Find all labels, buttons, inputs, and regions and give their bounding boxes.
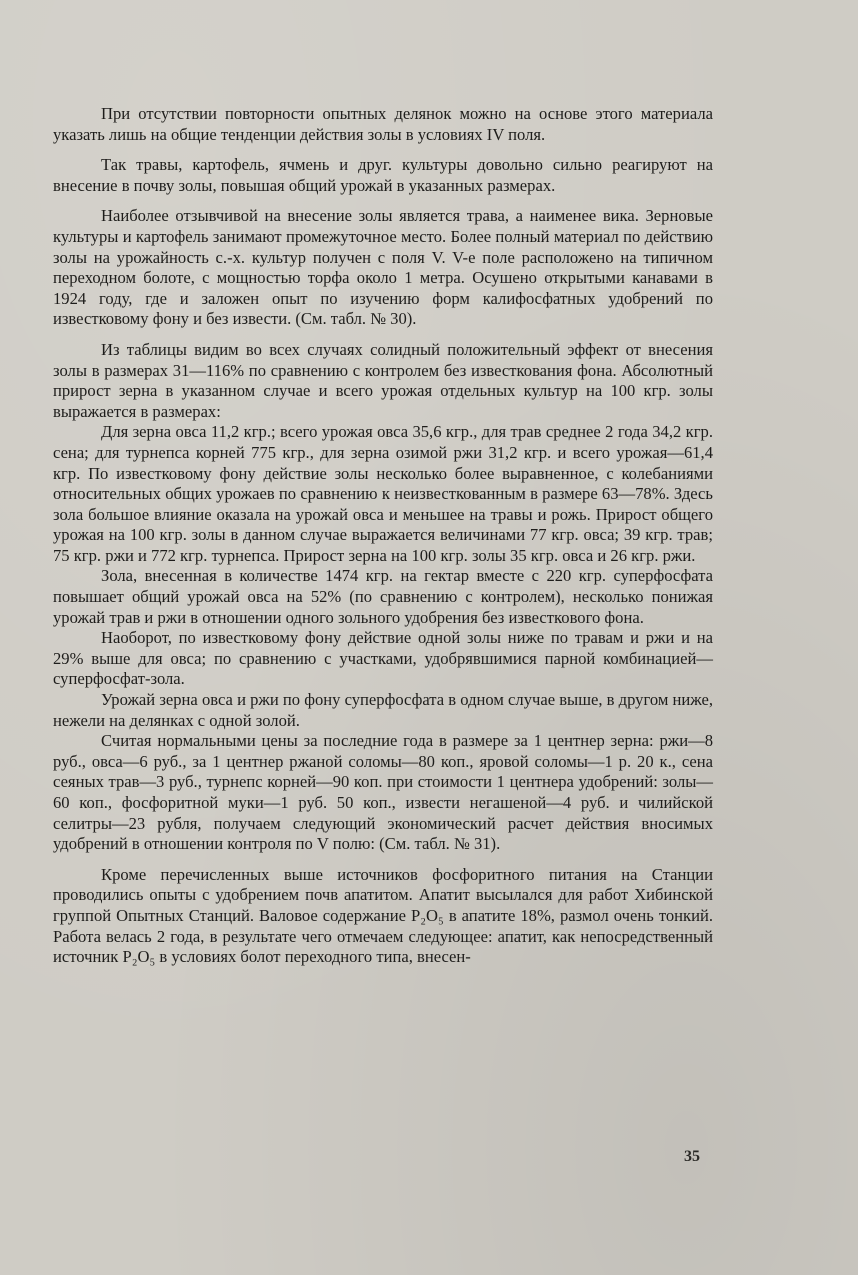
paragraph: При отсутствии повторности опытных делянок можно на основе этого материала указать лишь на общие тенденции действия золы в условиях IV поля. (53, 104, 713, 144)
paragraph: Для зерна овса 11,2 кгр.; всего урожая овса 35,6 кгр., для трав среднее 2 года 34,2 кгр. сена; для турнепса корней 775 кгр., для зерна озимой ржи 31,2 кгр. и всего урожая—61,4 кгр. По известковому фону действие золы несколько более выравненное, с колебаниями относительных общих урожаев по сравнению к неизвесткованным в размере 63—78%. Здесь зола большое влияние оказала на урожай овса и меньшее на травы и рожь. Прирост общего урожая на 100 кгр. золы в данном случае выражается величинами 77 кгр. овса; 39 кгр. трав; 75 кгр. ржи и 772 кгр. турнепса. Прирост зерна на 100 кгр. золы 35 кгр. овса и 26 кгр. ржи. (53, 422, 713, 565)
paragraph: Урожай зерна овса и ржи по фону суперфосфата в одном случае выше, в другом ниже, нежели на делянках с одной золой. (53, 690, 713, 730)
page-number: 35 (684, 1148, 700, 1165)
paragraph: Считая нормальными цены за последние года в размере за 1 центнер зерна: ржи—8 руб., овса—6 руб., за 1 центнер ржаной соломы—80 коп., яровой соломы—1 р. 20 к., сена сеяных трав—3 руб., турнепс корней—90 коп. при стоимости 1 центнера удобрений: золы—60 коп., фосфоритной муки—1 руб. 50 коп., извести негашеной—4 руб. и чилийской селитры—23 рубля, получаем следующий экономический расчет действия вносимых удобрений в отношении контроля по V полю: (См. табл. № 31). (53, 731, 713, 854)
paragraph: Кроме перечисленных выше источников фосфоритного питания на Станции проводились опыты с удобрением почв апатитом. Апатит высылался для работ Хибинской группой Опытных Станций. Валовое содержание P₂O₅ в апатите 18%, размол очень тонкий. Работа велась 2 года, в результате чего отмечаем следующее: апатит, как непосредственный источник P₂O₅ в условиях болот переходного типа, внесен- (53, 864, 713, 967)
paragraph: Так травы, картофель, ячмень и друг. культуры довольно сильно реагируют на внесение в почву золы, повышая общий урожай в указанных размерах. (53, 155, 713, 195)
paragraph: Из таблицы видим во всех случаях солидный положительный эффект от внесения золы в размерах 31—116% по сравнению с контролем без известкования фона. Абсолютный прирост зерна в указанном случае и всего урожая отдельных культур на 100 кгр. золы выражается в размерах: (53, 339, 713, 421)
body-text (53, 104, 713, 968)
paragraph: Наиболее отзывчивой на внесение золы является трава, а наименее вика. Зерновые культуры и картофель занимают промежуточное место. Более полный материал по действию золы на урожайность с.-х. культур получен с поля V. V-е поле расположено на типичном переходном болоте, с мощностью торфа около 1 метра. Осушено открытыми канавами в 1924 году, где и заложен опыт по изучению форм калифосфатных удобрений по известковому фону и без извести. (См. табл. № 30). (53, 206, 713, 329)
paragraph: Зола, внесенная в количестве 1474 кгр. на гектар вместе с 220 кгр. суперфосфата повышает общий урожай овса на 52% (по сравнению с контролем), несколько понижая урожай трав и ржи в отношении одного зольного удобрения без известкового фона. (53, 566, 713, 627)
paragraph: Наоборот, по известковому фону действие одной золы ниже по травам и ржи и на 29% выше для овса; по сравнению с участками, удобрявшимися парной комбинацией—суперфосфат-зола. (53, 628, 713, 689)
